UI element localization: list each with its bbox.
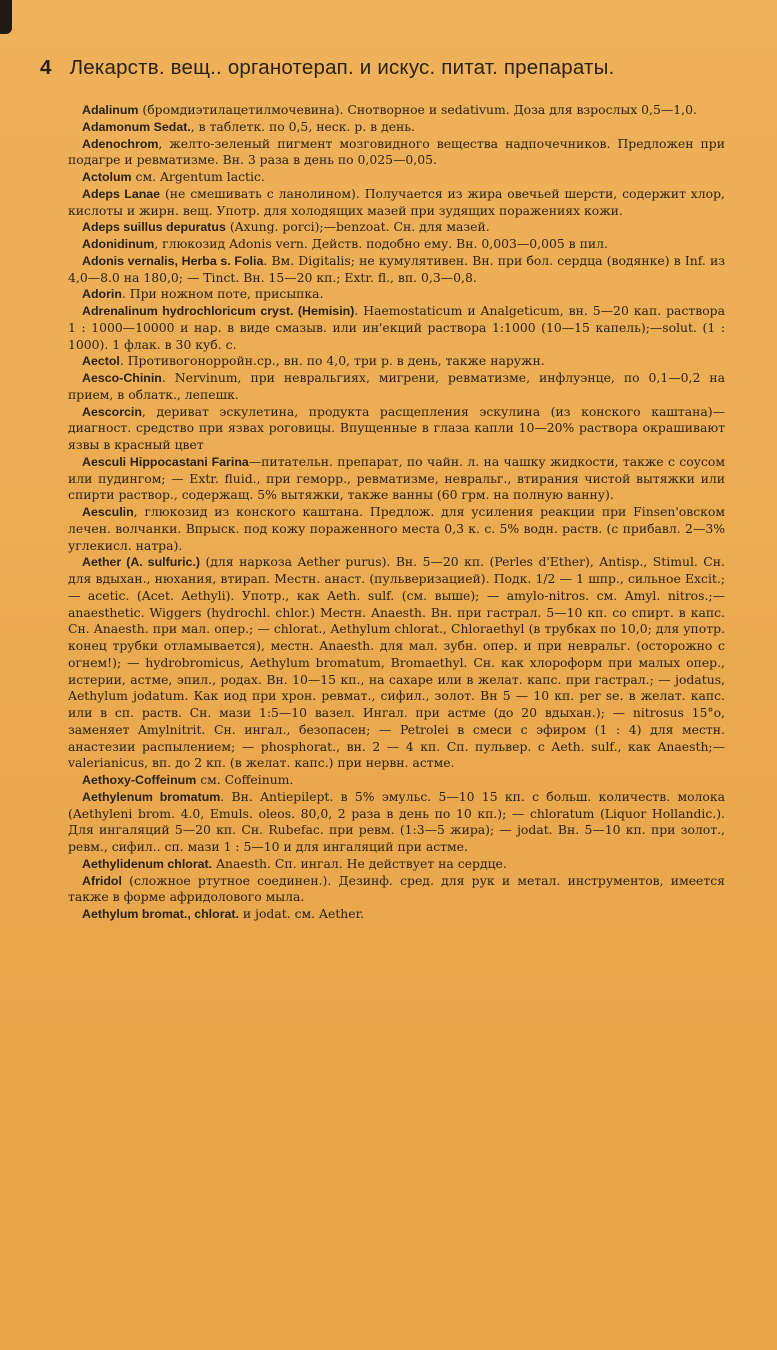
entry-text: . Вм. Digitalis; не кумулятивен. Вн. при бол. сердца (водянке) в Inf. из 4,0—8.0 на 180,0; — Tinct. Вн. 15—20 кп.; Extr. fl., вп. 0,3—0,8. — [68, 252, 725, 285]
entry-text: . Nervinum, при невральгиях, мигрени, ревматизме, инфлуэнце, по 0,1—0,2 на прием, в облатк., лепешк. — [68, 370, 725, 402]
entry-term: Aectol — [82, 354, 120, 369]
entry — [68, 504, 725, 554]
entry-text: и jodat. см. Aether. — [238, 906, 365, 921]
entry-term: Aethylenum bromatum — [82, 789, 221, 804]
entry-text: , дериват эскулетина, продукта расщепления эскулина (из конского каштана)—диагност. средство при язвах роговицы. Впущенные в глаза капли 10—20% раствора окрашивают язвы в красный цвет — [68, 403, 725, 452]
entry-term: Adeps suillus depuratus — [82, 220, 226, 235]
entry — [68, 119, 725, 136]
entry-term: Afridol — [82, 873, 122, 888]
entry-term: Adeps Lanae — [82, 186, 161, 201]
entry-term: Adonis vernalis, Herba s. Folia — [82, 253, 264, 268]
entry-term: Aethoxy-Coffeinum — [82, 773, 197, 787]
entry-text: (бромдиэтилацетилмочевина). Снотворное и sedativum. Доза для взрослых 0,5—1,0. — [138, 102, 697, 117]
entry-text: . Вн. Antiepilept. в 5% эмульс. 5—10 15 кп. с больш. количеств. молока (Aethyleni brom. 4.0, Emuls. oleos. 80,0, 2 раза в день по 10 кп.); — chloratum (Liquor Hollandic.). Для ингаляций 5—20 кп. Сн. Rubefac. при ревм. (1:3—5 жира); — jodat. Вн. 5—10 кп. при золот., ревм., сифил.. сп. мази 1 : 5—10 и для ингаляций при астме. — [68, 788, 726, 854]
entry-term: Adenochrom — [82, 136, 159, 151]
entry — [68, 186, 725, 220]
entry-term: Aesculi Hippocastani Farina — [82, 454, 249, 469]
entry — [68, 253, 725, 287]
entry-text: (не смешивать с ланолином). Получается из жира овечьей шерсти, содержит хлор, кислоты и жирн. вещ. Употр. для холодящих мазей при зудящих поражениях кожи. — [68, 185, 725, 218]
entry-text: —питательн. препарат, по чайн. л. на чашку жидкости, также с соусом или пудингом; — Extr. fluid., при геморр., ревматизме, невральг., втирания чистой вытяжки или спирти раствор., содержащ. 5% вытяжки, также ванны (60 грм. на полную ванну). — [68, 453, 725, 503]
entry — [68, 856, 725, 873]
entry — [68, 789, 725, 856]
entry — [68, 873, 725, 907]
entry-term: Adamonum Sedat. — [82, 119, 191, 134]
entry — [68, 169, 725, 186]
entry-text: , желто-зеленый пигмент мозговидного вещества надпочечников. Предложен при подагре и ревматизме. Вн. 3 раза в день по 0,025—0,05. — [68, 135, 725, 168]
entries-list — [68, 102, 725, 923]
entry — [68, 404, 725, 454]
entry-term: Actolum — [82, 170, 132, 184]
entry-term: Aesco-Chinin — [82, 371, 162, 385]
entry-term: Aesculin — [82, 505, 134, 519]
page-header — [40, 56, 725, 80]
entry — [68, 136, 725, 170]
entry-term: Adonidinum — [82, 237, 155, 251]
entry — [68, 353, 725, 370]
entry-term: Aethylidenum chlorat. — [82, 856, 213, 871]
entry-text: . При ножном поте, присыпка. — [121, 286, 324, 302]
page-number: 4 — [40, 56, 52, 79]
page-title: Лекарств. вещ.. органотерап. и искус. питат. препараты. — [69, 56, 615, 79]
entry-text: , в таблетк. по 0,5, неск. р. в день. — [190, 118, 415, 134]
entry — [68, 906, 725, 923]
entry — [68, 286, 725, 303]
entry-text: см. Coffeinum. — [196, 772, 294, 787]
entry — [68, 303, 725, 353]
entry-term: Adrenalinum hydrochloricum cryst. (Hemisin) — [82, 304, 355, 318]
entry — [68, 236, 725, 253]
entry — [68, 219, 725, 236]
entry-term: Aethylum bromat., chlorat. — [82, 907, 239, 921]
entry — [68, 454, 725, 504]
entry — [68, 370, 725, 404]
entry-text: . Противогонорройн.ср., вн. по 4,0, три р. в день, также наружн. — [119, 353, 545, 369]
entry-text: см. Argentum lactic. — [131, 169, 265, 184]
entry-term: Adorin — [82, 287, 122, 302]
entry-text: . Haemostaticum и Analgeticum, вн. 5—20 кап. раствора 1 : 1000—10000 и нар. в виде смазыв. или ин'екций раствора 1:1000 (10—15 капель);—solut. (1 : 1000). 1 флак. в 30 куб. с. — [68, 303, 725, 352]
entry — [68, 772, 725, 789]
entry — [68, 102, 725, 119]
page-corner-shadow — [0, 0, 12, 34]
entry-text: (сложное ртутное соединен.). Дезинф. сред. для рук и метал. инструментов, имеется также в форме афридолового мыла. — [68, 872, 725, 905]
entry-text: (для наркоза Aether purus). Вн. 5—20 кп. (Perles d'Ether), Antisp., Stimul. Сн. для вдыхан., нюхания, втирап. Местн. анаст. (пульверизацией). Подк. 1/2 — 1 шпр., сильное Excit.;— acetic. (Acet. Aethyli). Употр., как Aeth. sulf. (см. выше); — amylo-nitros. см. Amyl. nitros.;—anaesthetic. Wiggers (hydrochl. chlor.) Местн. Anaesth. Вн. при гастрал. 5—10 кп. со спирт. в капс. Сн. Anaesth. при мал. опер.; — chlorat., Aethylum chlorat., Chloraethyl (в трубках по 10,0; для употр. конец трубки отламывается), местн. Anaesth. для мал. зубн. опер. и при невральг. (осторожно с огнем!); — hydrobromicus, Aethylum bromatum, Bromaethyl. Сн. как хлороформ при малых опер., истерии, астме, эпил., родах. Вн. 10—15 кп., на сахаре или в желат. капс. при гастрал.; — jodatus, Aethylum jodatum. Как иод при хрон. ревмат., сифил., золот. Вн 5 — 10 кп. per se. в желат. капс. или в сп. раств. Сн. мази 1:5—10 вазел. Ингал. при астме (до 20 вдыхан.); — nitrosus 15°o, заменяет Amylnitrit. Сн. ингал., безопасен; — Petrolei в смеси с эфиром (1 : 4) для местн. анастезии распылением; — phosphorat., вн. 2 — 4 кп. Сп. пульвер. с Aeth. sulf., как Anaesth;—valerianicus, вп. до 2 кп. (в желат. капс.) при нервн. астме. — [68, 554, 725, 771]
entry — [68, 554, 725, 772]
entry-text: Anaesth. Сп. ингал. Не действует на сердце. — [212, 855, 507, 871]
entry-text: , глюкозид из конского каштана. Предлож. для усиления реакции при Finsen'овском лечен. волчанки. Впрыск. под кожу пораженного места 0,3 к. с. 5% водн. раств. (с прибавл. 2—3% углекисл. натра). — [68, 504, 725, 553]
entry-term: Aescorcin — [82, 404, 142, 419]
entry-text: , глюкозид Adonis vern. Действ. подобно ему. Вн. 0,003—0,005 в пил. — [154, 236, 608, 251]
entry-text: (Axung. porci);—benzoat. Сн. для мазей. — [225, 219, 490, 235]
entry-term: Adalinum — [82, 103, 139, 117]
entry-term: Aether (A. sulfuric.) — [82, 555, 201, 570]
